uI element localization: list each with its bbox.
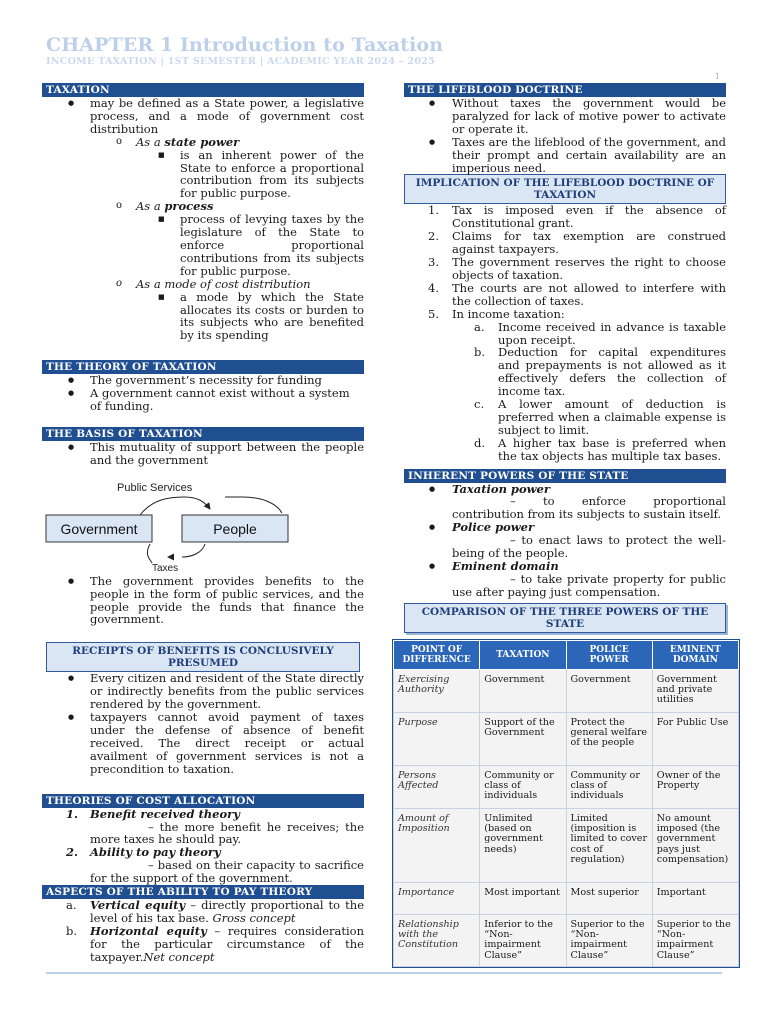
theory-heading: THE THEORY OF TAXATION	[42, 360, 364, 374]
right-column	[398, 83, 731, 968]
income-sub-b: b. Deduction for capital expenditures and prepayments is not allowed as it effectively defers the collection of income tax.	[474, 345, 726, 399]
taxes-label: Taxes	[152, 562, 179, 574]
table-cell: Community or class of individuals	[566, 765, 652, 808]
people-box-label: People	[213, 520, 257, 537]
benefit-theory: 1. Benefit received theory	[66, 806, 240, 821]
table-cell: Most important	[480, 882, 566, 914]
table-cell: For Public Use	[652, 712, 738, 765]
table-cell: Government and private utilities	[652, 669, 738, 712]
table-cell: Unlimited (based on government needs)	[480, 808, 566, 882]
table-cell: Exercising Authority	[394, 669, 480, 712]
services-arrow	[140, 497, 210, 515]
table-cell: Most superior	[566, 882, 652, 914]
services-arrow-tail	[225, 497, 282, 513]
table-header-row	[394, 640, 739, 669]
table-cell: Community or class of individuals	[480, 765, 566, 808]
mutuality-diagram	[42, 467, 364, 575]
table-cell: Important	[652, 882, 738, 914]
inherent-heading: INHERENT POWERS OF THE STATE	[404, 469, 726, 483]
table-row	[394, 765, 739, 808]
left-column	[42, 83, 364, 964]
implication-item-2: 2. Claims for tax exemption are construed against taxpayers.	[428, 229, 726, 257]
table-cell: No amount imposed (the government pays just compensation)	[652, 808, 738, 882]
taxation-power-label: ● Taxation power	[404, 483, 726, 496]
footer-divider	[46, 972, 722, 974]
theory-item-2: ● A government cannot exist without a system of funding.	[42, 387, 364, 413]
police-power-text: – to enact laws to protect the well-being of the people.	[452, 533, 726, 561]
table-cell: Importance	[394, 882, 480, 914]
col-header: POINT OF DIFFERENCE	[394, 640, 480, 669]
state-power-label: o As a state power	[42, 136, 364, 149]
implication-item-4: 4. The courts are not allowed to interfere with the collection of taxes.	[428, 280, 726, 308]
mutuality-diagram-svg	[42, 467, 364, 575]
table-cell: Limited (imposition is limited to cover cost of regulation)	[566, 808, 652, 882]
cost-allocation-heading: THEORIES OF COST ALLOCATION	[42, 794, 364, 808]
income-sub-c: c. A lower amount of deduction is preferred when a claimable expense is subject to limit.	[474, 397, 726, 437]
state-power-text: ■ is an inherent power of the State to enforce a proportional contribution from its subjects for public purpose.	[42, 149, 364, 201]
page-number: 1	[714, 72, 720, 81]
table-cell: Protect the general welfare of the people	[566, 712, 652, 765]
comparison-heading: COMPARISON OF THE THREE POWERS OF THE STATE	[404, 603, 726, 633]
implication-item-5: 5. In income taxation:	[428, 306, 565, 321]
implication-item-1: 1. Tax is imposed even if the absence of Constitutional grant.	[428, 203, 726, 231]
vertical-equity: a. Vertical equity – directly proportional to the level of his tax base. Gross concept	[66, 898, 364, 925]
table-cell: Purpose	[394, 712, 480, 765]
basis-intro: ● This mutuality of support between the people and the government	[42, 441, 364, 467]
table-cell: Amount of Imposition	[394, 808, 480, 882]
basis-after: ● The government provides benefits to the people in the form of public services, and the people provide the funds that finance the government.	[42, 575, 364, 627]
col-header: EMINENT DOMAIN	[652, 640, 738, 669]
table-cell: Persons Affected	[394, 765, 480, 808]
benefit-theory-text: – the more benefit he receives; the more taxes he should pay.	[90, 819, 364, 847]
comparison-table	[392, 639, 740, 968]
basis-heading: THE BASIS OF TAXATION	[42, 427, 364, 441]
income-sub-d: d. A higher tax base is preferred when the tax objects has multiple tax bases.	[474, 435, 726, 463]
taxation-power-text: – to enforce proportional contribution from its subjects to sustain itself.	[452, 494, 726, 522]
table-row	[394, 882, 739, 914]
taxes-arrow-curve	[147, 544, 152, 563]
comparison-table-grid	[393, 640, 739, 967]
implication-item-3: 3. The government reserves the right to choose objects of taxation.	[428, 255, 726, 282]
income-sub-a: a. Income received in advance is taxable upon receipt.	[474, 319, 726, 347]
table-cell: Relationship with the Constitution	[394, 914, 480, 966]
taxation-heading: TAXATION	[42, 83, 364, 97]
lifeblood-item-2: ● Taxes are the lifeblood of the government, and their prompt and certain availability are an imperious need.	[404, 136, 726, 175]
police-power-label: ● Police power	[404, 521, 726, 534]
public-services-label: Public Services	[117, 481, 193, 494]
ability-theory-text: – based on their capacity to sacrifice for the support of the government.	[90, 858, 364, 886]
lifeblood-heading: THE LIFEBLOOD DOCTRINE	[404, 83, 726, 97]
table-cell: Owner of the Property	[652, 765, 738, 808]
taxes-arrow-tail	[182, 544, 205, 557]
receipts-item-2: ● taxpayers cannot avoid payment of taxes under the defense of absence of benefit received. The direct receipt or actual availment of government services is not a precondition to taxation.	[42, 711, 364, 776]
receipts-item-1: ● Every citizen and resident of the State directly or indirectly benefits from the public services rendered by the government.	[42, 672, 364, 711]
table-cell: Inferior to the “Non-impairment Clause”	[480, 914, 566, 966]
table-row	[394, 914, 739, 966]
eminent-domain-text: – to take private property for public use after paying just compensation.	[452, 571, 726, 599]
col-header: TAXATION	[480, 640, 566, 669]
chapter-title: CHAPTER 1 Introduction to Taxation	[46, 34, 444, 56]
aspects-heading: ASPECTS OF THE ABILITY TO PAY THEORY	[42, 885, 364, 899]
header-subtitle: INCOME TAXATION | 1ST SEMESTER | ACADEMIC YEAR 2024 – 2025	[46, 56, 436, 67]
table-cell: Government	[480, 669, 566, 712]
mode-text: ■ a mode by which the State allocates its costs or burden to its subjects who are benefited by its spending	[42, 291, 364, 343]
table-cell: Government	[566, 669, 652, 712]
government-box-label: Government	[60, 520, 138, 537]
process-text: ■ process of levying taxes by the legislature of the State to enforce proportional contributions from its subjects for public purpose.	[42, 213, 364, 278]
table-cell: Support of the Government	[480, 712, 566, 765]
table-cell: Superior to the “Non-impairment Clause”	[652, 914, 738, 966]
table-row	[394, 808, 739, 882]
lifeblood-item-1: ● Without taxes the government would be paralyzed for lack of motive power to activate or operate it.	[404, 97, 726, 136]
taxation-definition: ● may be defined as a State power, a legislative process, and a mode of government cost distribution	[42, 97, 364, 136]
table-row	[394, 669, 739, 712]
col-header: POLICE POWER	[566, 640, 652, 669]
theory-item-1: ● The government’s necessity for funding	[42, 374, 364, 387]
process-label: o As a process	[42, 200, 364, 213]
mode-label: o As a mode of cost distribution	[42, 278, 364, 291]
eminent-domain-label: ● Eminent domain	[404, 560, 726, 573]
table-cell: Superior to the “Non-impairment Clause”	[566, 914, 652, 966]
horizontal-equity: b. Horizontal equity – requires consideration for the particular circumstance of the taxpayer.Net concept	[66, 923, 364, 964]
table-row	[394, 712, 739, 765]
implication-heading: IMPLICATION OF THE LIFEBLOOD DOCTRINE OF TAXATION	[404, 174, 726, 204]
receipts-heading: RECEIPTS OF BENEFITS IS CONCLUSIVELY PRESUMED	[46, 642, 360, 672]
ability-theory: 2. Ability to pay theory	[66, 845, 221, 860]
